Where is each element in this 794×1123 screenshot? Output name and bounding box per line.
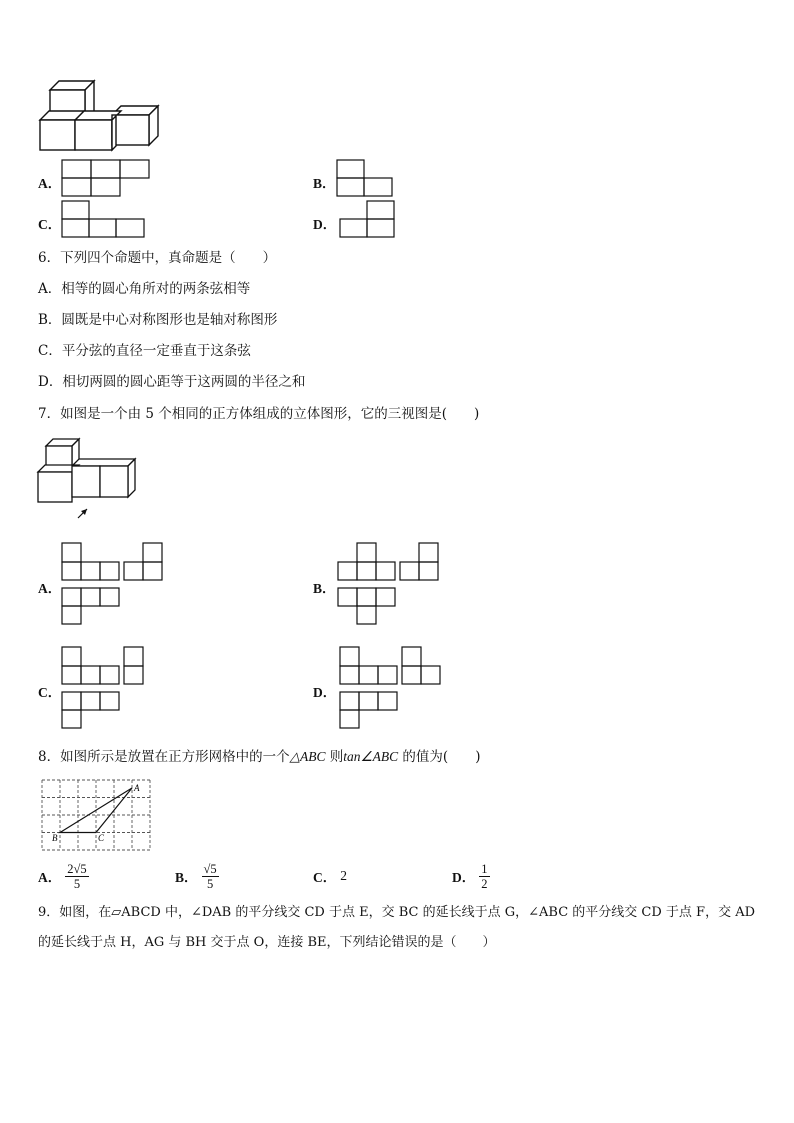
q8-point-a: A [134, 783, 140, 793]
q8-point-b: B [52, 833, 58, 843]
q8-option-c-value: 2 [340, 868, 347, 883]
q8-option-c [313, 858, 347, 894]
q7-option-b-views [337, 541, 447, 626]
q8-option-a-num: 2√5 [67, 861, 87, 876]
q7-option-a-views [61, 541, 171, 626]
q6-option-a: A．相等的圆心角所对的两条弦相等 [38, 281, 251, 297]
q6-option-c: C．平分弦的直径一定垂直于这条弦 [38, 343, 251, 359]
q8-grid-figure [40, 778, 160, 853]
q8-point-c: C [98, 833, 105, 843]
q6-option-b: B．圆既是中心对称图形也是轴对称图形 [38, 312, 278, 328]
q9-stem-line1: 9．如图，在▱ABCD 中，∠DAB 的平分线交 CD 于点 E，交 BC 的延长线于点 G，∠ABC 的平分线交 CD 于点 F，交 AD [38, 905, 756, 920]
q5-option-b-view [336, 158, 396, 198]
q8-stem-prefix: 8．如图所示是放置在正方形网格中的一个 [38, 749, 290, 765]
q8-option-d-den: 2 [481, 876, 488, 891]
q6-option-d: D．相切两圆的圆心距等于这两圆的半径之和 [38, 374, 306, 390]
q8-option-b-label: B． [175, 870, 198, 885]
q5-option-a-label: A． [38, 176, 62, 191]
q9-stem-line2: 的延长线于点 H，AG 与 BH 交于点 O，连接 BE，下列结论错误的是（ ） [38, 935, 496, 950]
q5-option-c-view [61, 199, 153, 239]
q7-option-c-label: C． [38, 685, 62, 700]
q5-solid-figure [36, 78, 166, 153]
q5-option-d-view [339, 199, 399, 239]
q7-option-b-label: B． [313, 581, 336, 596]
q8-option-a-label: A． [38, 870, 62, 885]
q5-option-d-label: D． [313, 217, 337, 232]
q8-option-d [452, 858, 490, 894]
q7-option-a-label: A． [38, 581, 62, 596]
q7-option-d-label: D． [313, 685, 337, 700]
q7-option-d-views [339, 645, 449, 730]
q7-option-c-views [61, 645, 171, 730]
q8-stem-suffix: 的值为( ) [398, 749, 481, 765]
q7-solid-figure [36, 436, 146, 526]
q8-tan: tan∠ABC [343, 749, 399, 764]
q5-option-b-label: B． [313, 176, 336, 191]
q8-option-d-num: 1 [481, 861, 488, 876]
q8-option-b-num: √5 [203, 861, 217, 876]
q8-stem [38, 748, 480, 766]
q6-stem: 6．下列四个命题中，真命题是（ ） [38, 250, 277, 266]
q8-option-d-label: D． [452, 870, 476, 885]
q8-option-b-den: 5 [206, 876, 214, 891]
q8-stem-mid: 则 [325, 749, 344, 765]
q8-triangle: △ABC [289, 749, 326, 764]
q5-option-c-label: C． [38, 217, 62, 232]
q8-option-a-den: 5 [73, 876, 81, 891]
q8-option-a [38, 858, 89, 894]
q7-stem: 7．如图是一个由 5 个相同的正方体组成的立体图形，它的三视图是( ) [38, 406, 480, 422]
q8-option-c-label: C． [313, 870, 337, 885]
q5-option-a-view [61, 158, 153, 198]
q8-option-b [175, 858, 219, 894]
